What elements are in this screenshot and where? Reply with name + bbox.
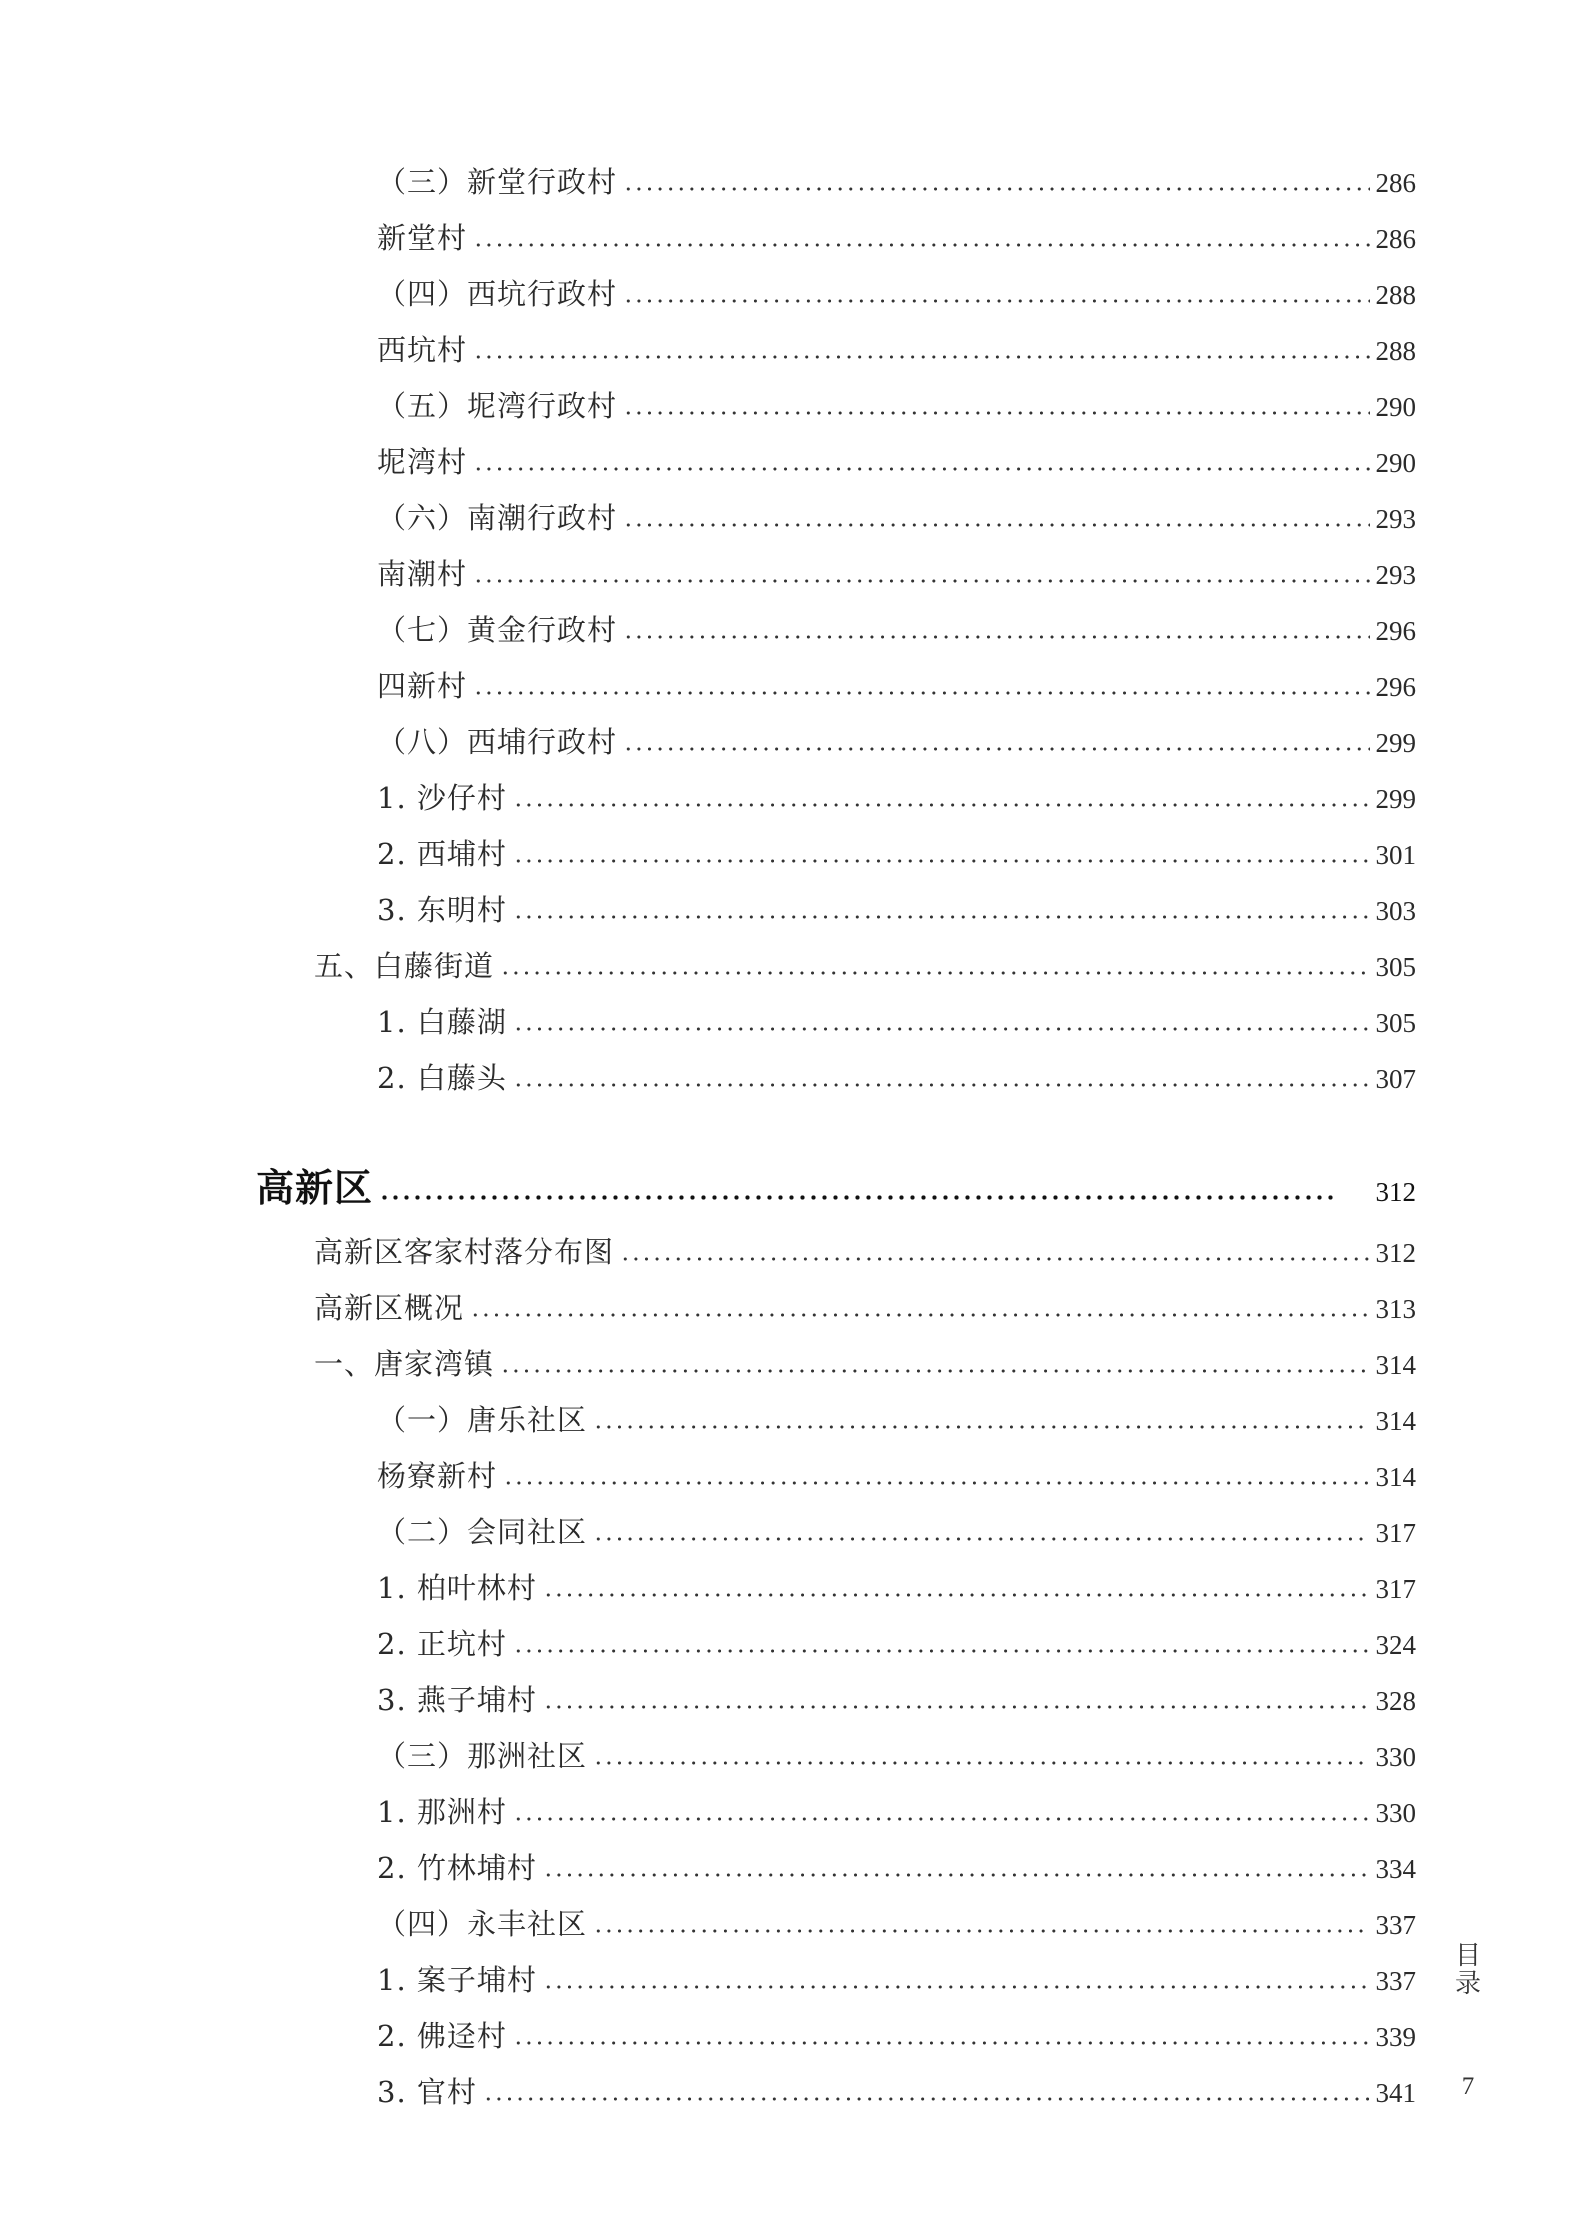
dot-leader: [593, 1537, 1369, 1541]
toc-entry-label: 1. 案子埔村: [377, 1963, 537, 1997]
toc-entry: [377, 1792, 1416, 1833]
dot-leader: [623, 187, 1369, 191]
toc-entry-page: 314: [1375, 1406, 1416, 1436]
toc-entry-label: （七）黄金行政村: [377, 613, 618, 647]
toc-entry-page: 293: [1375, 504, 1416, 534]
toc-entry: [377, 498, 1416, 539]
toc-entry-page: 305: [1375, 952, 1416, 982]
dot-leader: [513, 915, 1370, 919]
toc-entry-label: 3. 官村: [377, 2075, 477, 2109]
dot-leader: [513, 2041, 1370, 2045]
toc-entry-label: （八）西埔行政村: [377, 725, 618, 759]
toc-entry-label: 2. 佛迳村: [377, 2019, 507, 2053]
toc-entry-page: 307: [1375, 1064, 1416, 1094]
dot-leader: [500, 971, 1369, 975]
toc-entry-label: 1. 那洲村: [377, 1795, 507, 1829]
toc-entry-label: （三）新堂行政村: [377, 165, 618, 199]
dot-leader: [500, 1369, 1369, 1373]
toc-entry: [377, 274, 1416, 315]
dot-leader: [623, 523, 1369, 527]
toc-entry-label: （六）南潮行政村: [377, 501, 618, 535]
dot-leader: [513, 803, 1370, 807]
toc-entry-label: 2. 竹林埔村: [377, 1851, 537, 1885]
toc-entry-page: 305: [1375, 1008, 1416, 1038]
toc-entry: [377, 1400, 1416, 1441]
dot-leader: [620, 1257, 1369, 1261]
dot-leader: [513, 1027, 1370, 1031]
toc-entry-page: 317: [1375, 1574, 1416, 1604]
toc-entry-label: 1. 柏叶林村: [377, 1571, 537, 1605]
toc-entry-page: 314: [1375, 1350, 1416, 1380]
page-number: 7: [1461, 2073, 1475, 2100]
toc-entry-label: （四）永丰社区: [377, 1907, 588, 1941]
toc-entry-label: 南潮村: [377, 557, 468, 591]
toc-entry-label: 四新村: [377, 669, 468, 703]
toc-entry-page: 313: [1375, 1294, 1416, 1324]
toc-entry-label: 五、白藤街道: [314, 949, 495, 983]
toc-entry: [377, 386, 1416, 427]
toc-entry-label: 1. 白藤湖: [377, 1005, 507, 1039]
toc-entry-page: 286: [1375, 224, 1416, 254]
dot-leader: [543, 1985, 1370, 1989]
dot-leader: [473, 467, 1369, 471]
toc-entry: [377, 218, 1416, 259]
toc-entry-page: 288: [1375, 336, 1416, 366]
section-heading: [256, 1168, 1416, 1212]
toc-entry-label: 3. 燕子埔村: [377, 1683, 537, 1717]
toc-entry: [377, 1512, 1416, 1553]
toc-entry-page: 299: [1375, 728, 1416, 758]
toc-entry-page: 330: [1375, 1742, 1416, 1772]
section-page: 312: [1375, 1177, 1416, 1207]
toc-entry: [377, 610, 1416, 651]
toc-entry: [377, 162, 1416, 203]
dot-leader: [513, 1649, 1370, 1653]
section-title: 高新区: [256, 1166, 374, 1210]
dot-leader: [470, 1313, 1369, 1317]
toc-entry-label: （三）那洲社区: [377, 1739, 588, 1773]
toc-entry: [377, 1568, 1416, 1609]
toc-entry-page: 290: [1375, 392, 1416, 422]
toc-entry-page: 337: [1375, 1966, 1416, 1996]
dot-leader: [473, 243, 1369, 247]
toc-entry-page: 288: [1375, 280, 1416, 310]
toc-entry-page: 296: [1375, 616, 1416, 646]
dot-leader: [473, 691, 1369, 695]
toc-entry-label: （二）会同社区: [377, 1515, 588, 1549]
toc-entry-page: 299: [1375, 784, 1416, 814]
toc-entry: [314, 1344, 1416, 1385]
toc-entry-page: 339: [1375, 2022, 1416, 2052]
toc-entry-label: 高新区概况: [314, 1291, 465, 1325]
toc-entry: [377, 1456, 1416, 1497]
toc-entry-label: 2. 白藤头: [377, 1061, 507, 1095]
toc-entry-label: 3. 东明村: [377, 893, 507, 927]
toc-entry: [377, 1960, 1416, 2001]
dot-leader: [593, 1425, 1369, 1429]
toc-entry-label: （四）西坑行政村: [377, 277, 618, 311]
toc-entry-page: 330: [1375, 1798, 1416, 1828]
toc-entry: [377, 666, 1416, 707]
toc-entry-label: （一）唐乐社区: [377, 1403, 588, 1437]
toc-entry-label: （五）坭湾行政村: [377, 389, 618, 423]
dot-leader: [513, 859, 1370, 863]
dot-leader: [623, 635, 1369, 639]
dot-leader: [379, 1195, 1335, 1200]
toc-entry-page: 286: [1375, 168, 1416, 198]
toc-entry: [377, 778, 1416, 819]
toc-entry: [314, 1232, 1416, 1273]
dot-leader: [483, 2097, 1370, 2101]
toc-entry-page: 301: [1375, 840, 1416, 870]
toc-entry: [377, 1058, 1416, 1099]
toc-entry: [377, 330, 1416, 371]
toc-entry: [377, 890, 1416, 931]
toc-entry: [314, 946, 1416, 987]
toc-entry-page: 290: [1375, 448, 1416, 478]
toc-entry-page: 296: [1375, 672, 1416, 702]
dot-leader: [473, 579, 1369, 583]
toc-entry-label: 杨寮新村: [377, 1459, 498, 1493]
dot-leader: [543, 1705, 1370, 1709]
toc-entry-page: 303: [1375, 896, 1416, 926]
dot-leader: [623, 299, 1369, 303]
toc-entry: [377, 2016, 1416, 2057]
toc-entry-label: 1. 沙仔村: [377, 781, 507, 815]
dot-leader: [593, 1929, 1369, 1933]
toc-entry-label: 西坑村: [377, 333, 468, 367]
dot-leader: [473, 355, 1369, 359]
toc-entry: [377, 1624, 1416, 1665]
toc-entry-page: 328: [1375, 1686, 1416, 1716]
dot-leader: [503, 1481, 1369, 1485]
toc-entry: [377, 1002, 1416, 1043]
toc-entry: [377, 834, 1416, 875]
toc-entry-label: 2. 正坑村: [377, 1627, 507, 1661]
toc-entry-page: 293: [1375, 560, 1416, 590]
toc-entry-page: 317: [1375, 1518, 1416, 1548]
dot-leader: [513, 1817, 1370, 1821]
running-header-label: 目录: [1454, 1941, 1481, 1999]
toc-entry: [377, 2072, 1416, 2113]
toc-entry-page: 312: [1375, 1238, 1416, 1268]
toc-entry: [377, 442, 1416, 483]
dot-leader: [543, 1593, 1370, 1597]
toc-entry-page: 334: [1375, 1854, 1416, 1884]
toc-entry-page: 341: [1375, 2078, 1416, 2108]
toc-entry: [377, 1680, 1416, 1721]
toc-entry: [377, 554, 1416, 595]
dot-leader: [623, 747, 1369, 751]
toc-entry: [377, 1736, 1416, 1777]
toc-entry-label: 一、唐家湾镇: [314, 1347, 495, 1381]
toc-entry-label: 高新区客家村落分布图: [314, 1235, 615, 1269]
toc-entry-label: 新堂村: [377, 221, 468, 255]
dot-leader: [543, 1873, 1370, 1877]
toc-entry: [377, 722, 1416, 763]
toc-entry: [377, 1904, 1416, 1945]
toc-entry-page: 314: [1375, 1462, 1416, 1492]
toc-entry-label: 2. 西埔村: [377, 837, 507, 871]
toc-entry-label: 坭湾村: [377, 445, 468, 479]
toc-entry: [314, 1288, 1416, 1329]
dot-leader: [513, 1083, 1370, 1087]
toc-entry-page: 324: [1375, 1630, 1416, 1660]
toc-entry-page: 337: [1375, 1910, 1416, 1940]
toc-entry: [377, 1848, 1416, 1889]
dot-leader: [593, 1761, 1369, 1765]
dot-leader: [623, 411, 1369, 415]
